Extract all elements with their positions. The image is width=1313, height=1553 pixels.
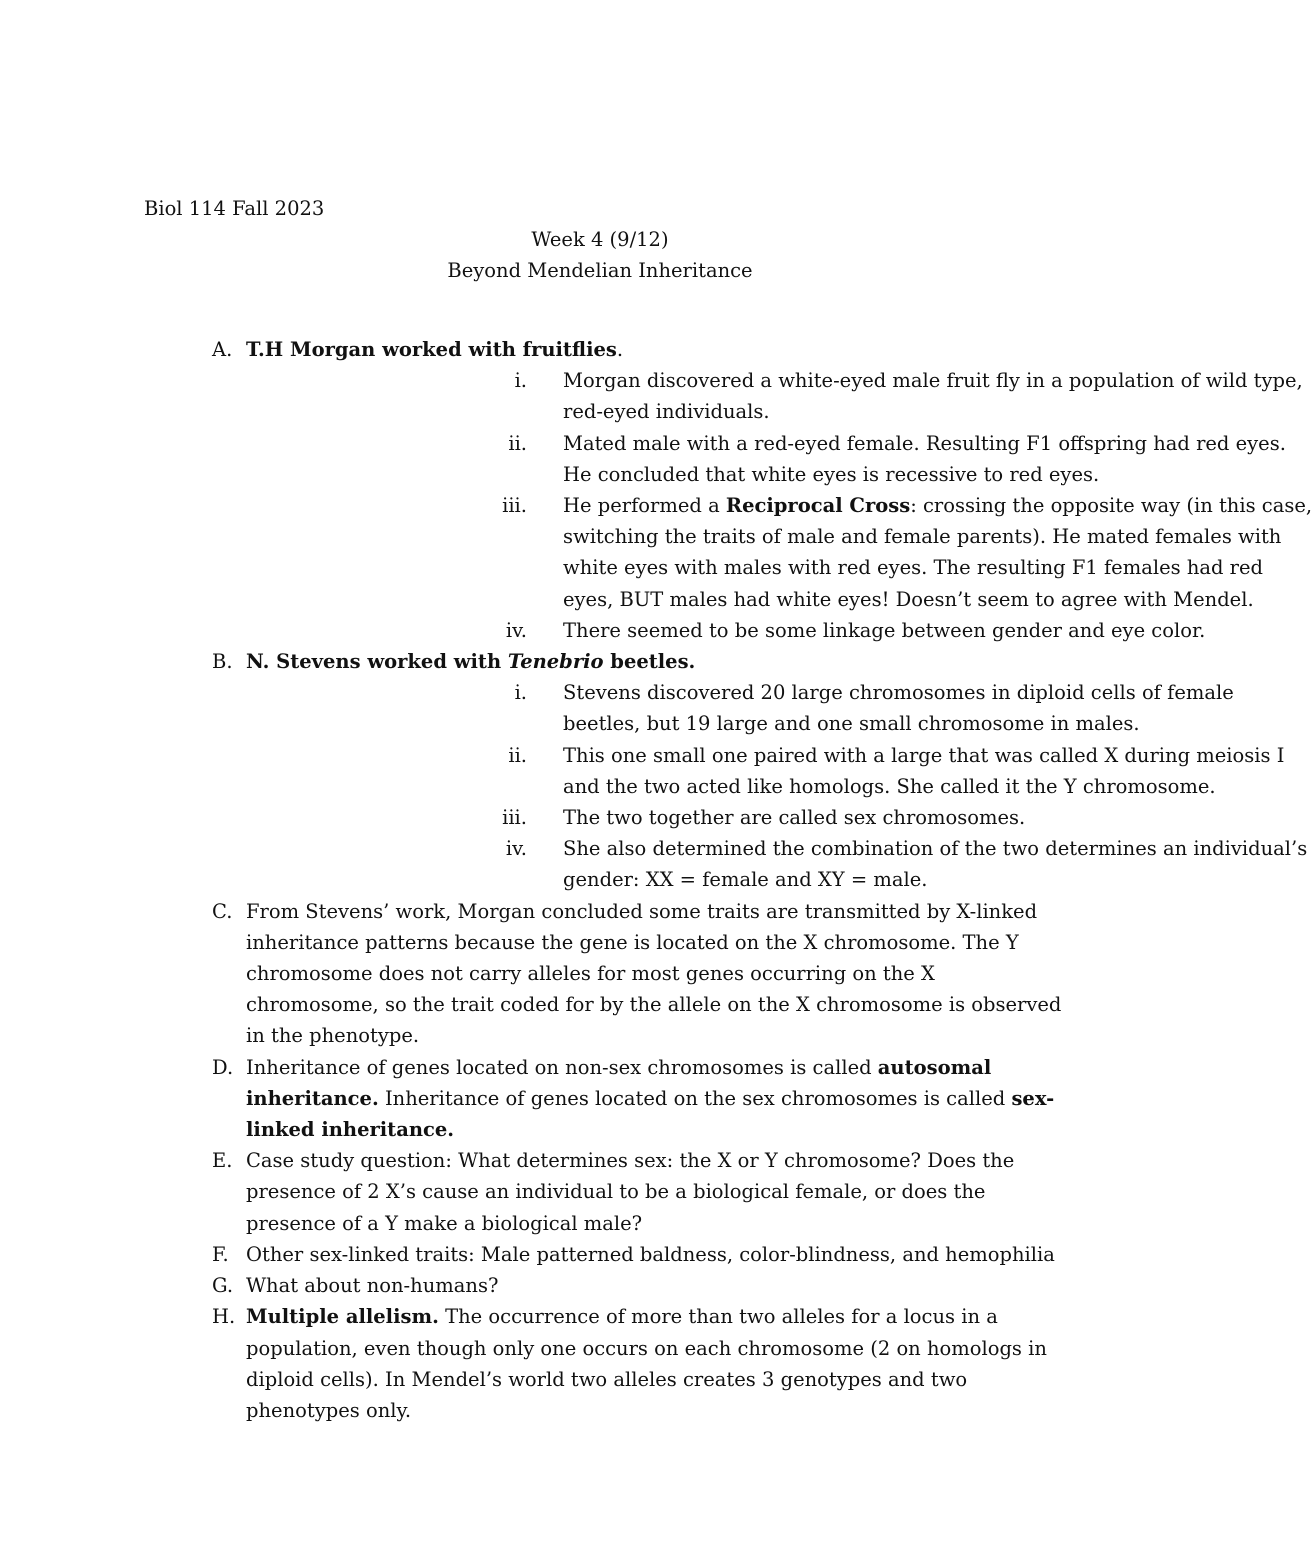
key-term: Multiple allelism. <box>246 1305 439 1329</box>
sub-text: She also determined the combination of the two determines an individual’s gender: XX = female and XY = male. <box>563 837 1308 892</box>
item-text: From Stevens’ work, Morgan concluded some traits are transmitted by X-linked inheritance patterns because the gene is located on the X chromosome. The Y chromosome does not carry alleles for most genes occurring on the X chromosome, so the trait coded for by the allele on the X chromosome is observed in the phenotype. <box>246 899 1062 1048</box>
outline-item-g <box>0 1270 1066 1301</box>
sub-marker: ii. <box>508 431 527 455</box>
genus-name: Tenebrio <box>507 650 604 674</box>
sub-item <box>246 802 1313 833</box>
sub-text: The two together are called sex chromosomes. <box>563 806 1026 830</box>
title-text: beetles. <box>603 650 696 674</box>
sub-item <box>246 365 1313 427</box>
item-text: The occurrence of more than two alleles for a locus in a population, even though only one occurs on each chromosome (2 on homologs in diploid cells). In Mendel’s world two alleles creates 3 genotypes and two phenotypes only. <box>246 1305 1047 1422</box>
sub-text: Stevens discovered 20 large chromosomes in diploid cells of female beetles, but 19 large and one small chromosome in males. <box>563 681 1234 736</box>
lecture-outline <box>0 334 1313 1426</box>
item-text: What about non-humans? <box>246 1274 499 1298</box>
sub-item <box>246 615 1313 646</box>
sub-marker: ii. <box>508 743 527 767</box>
outline-marker: G. <box>212 1274 234 1298</box>
sub-marker: i. <box>514 681 527 705</box>
sub-item <box>246 677 1313 739</box>
outline-marker: B. <box>212 650 233 674</box>
outline-item-d <box>0 1052 1066 1146</box>
sub-marker: iii. <box>502 494 527 518</box>
outline-marker: F. <box>212 1242 229 1266</box>
item-text: Inheritance of genes located on non-sex chromosomes is called <box>246 1055 878 1079</box>
sub-marker: iv. <box>505 618 527 642</box>
sub-text: Morgan discovered a white-eyed male fruit fly in a population of wild type, red-eyed individuals. <box>563 369 1303 424</box>
sub-item <box>246 740 1313 802</box>
outline-item-b <box>0 646 1308 896</box>
item-text: Inheritance of genes located on the sex chromosomes is called <box>378 1086 1012 1110</box>
outline-item-c <box>0 896 1066 1052</box>
sub-text: : crossing the opposite way (in this case, switching the traits of male and female parents). He mated females with white eyes with males with red eyes. The resulting F1 females had red eyes, BUT males had white eyes! Doesn’t seem to agree with Mendel. <box>563 494 1313 611</box>
sub-text: He performed a <box>563 494 726 518</box>
item-title-end: . <box>616 338 624 361</box>
item-title <box>246 650 695 673</box>
item-title: T.H Morgan worked with fruitflies <box>246 338 617 361</box>
week-heading: Week 4 (9/12) <box>531 228 669 251</box>
sub-text: This one small one paired with a large that was called X during meiosis I and the two acted like homologs. She called it the Y chromosome. <box>563 743 1285 798</box>
sub-item <box>246 833 1313 895</box>
sub-marker: i. <box>514 369 527 393</box>
title-text: N. Stevens worked with <box>246 650 508 674</box>
course-header: Biol 114 Fall 2023 <box>144 197 325 220</box>
sub-term: Reciprocal Cross <box>725 494 911 518</box>
item-text: Case study question: What determines sex: the X or Y chromosome? Does the presence of 2 X’s cause an individual to be a biological female, or does the presence of a Y make a biological male? <box>246 1149 1015 1235</box>
outline-item-h <box>0 1301 1066 1426</box>
outline-marker: A. <box>212 338 233 361</box>
key-term: sex-linked inheritance. <box>246 1086 1055 1142</box>
topic-heading: Beyond Mendelian Inheritance <box>447 259 753 282</box>
sub-text: There seemed to be some linkage between gender and eye color. <box>563 618 1206 642</box>
outline-item-a <box>0 334 1313 646</box>
sub-marker: iv. <box>505 837 527 861</box>
outline-item-f <box>0 1239 1066 1270</box>
outline-marker: C. <box>212 899 233 923</box>
outline-marker: D. <box>212 1055 234 1079</box>
sub-text: Mated male with a red-eyed female. Resulting F1 offspring had red eyes. He concluded that white eyes is recessive to red eyes. <box>563 431 1286 486</box>
sub-item <box>246 428 1313 490</box>
key-term: autosomal inheritance. <box>246 1055 992 1110</box>
outline-item-e <box>0 1145 1066 1239</box>
sublist-b <box>246 677 1308 895</box>
outline-marker: H. <box>212 1305 236 1329</box>
sub-item <box>246 490 1313 615</box>
sub-marker: iii. <box>502 806 527 830</box>
outline-marker: E. <box>212 1149 233 1173</box>
item-text: Other sex-linked traits: Male patterned baldness, color-blindness, and hemophilia <box>246 1242 1055 1266</box>
sublist-a <box>246 365 1313 646</box>
